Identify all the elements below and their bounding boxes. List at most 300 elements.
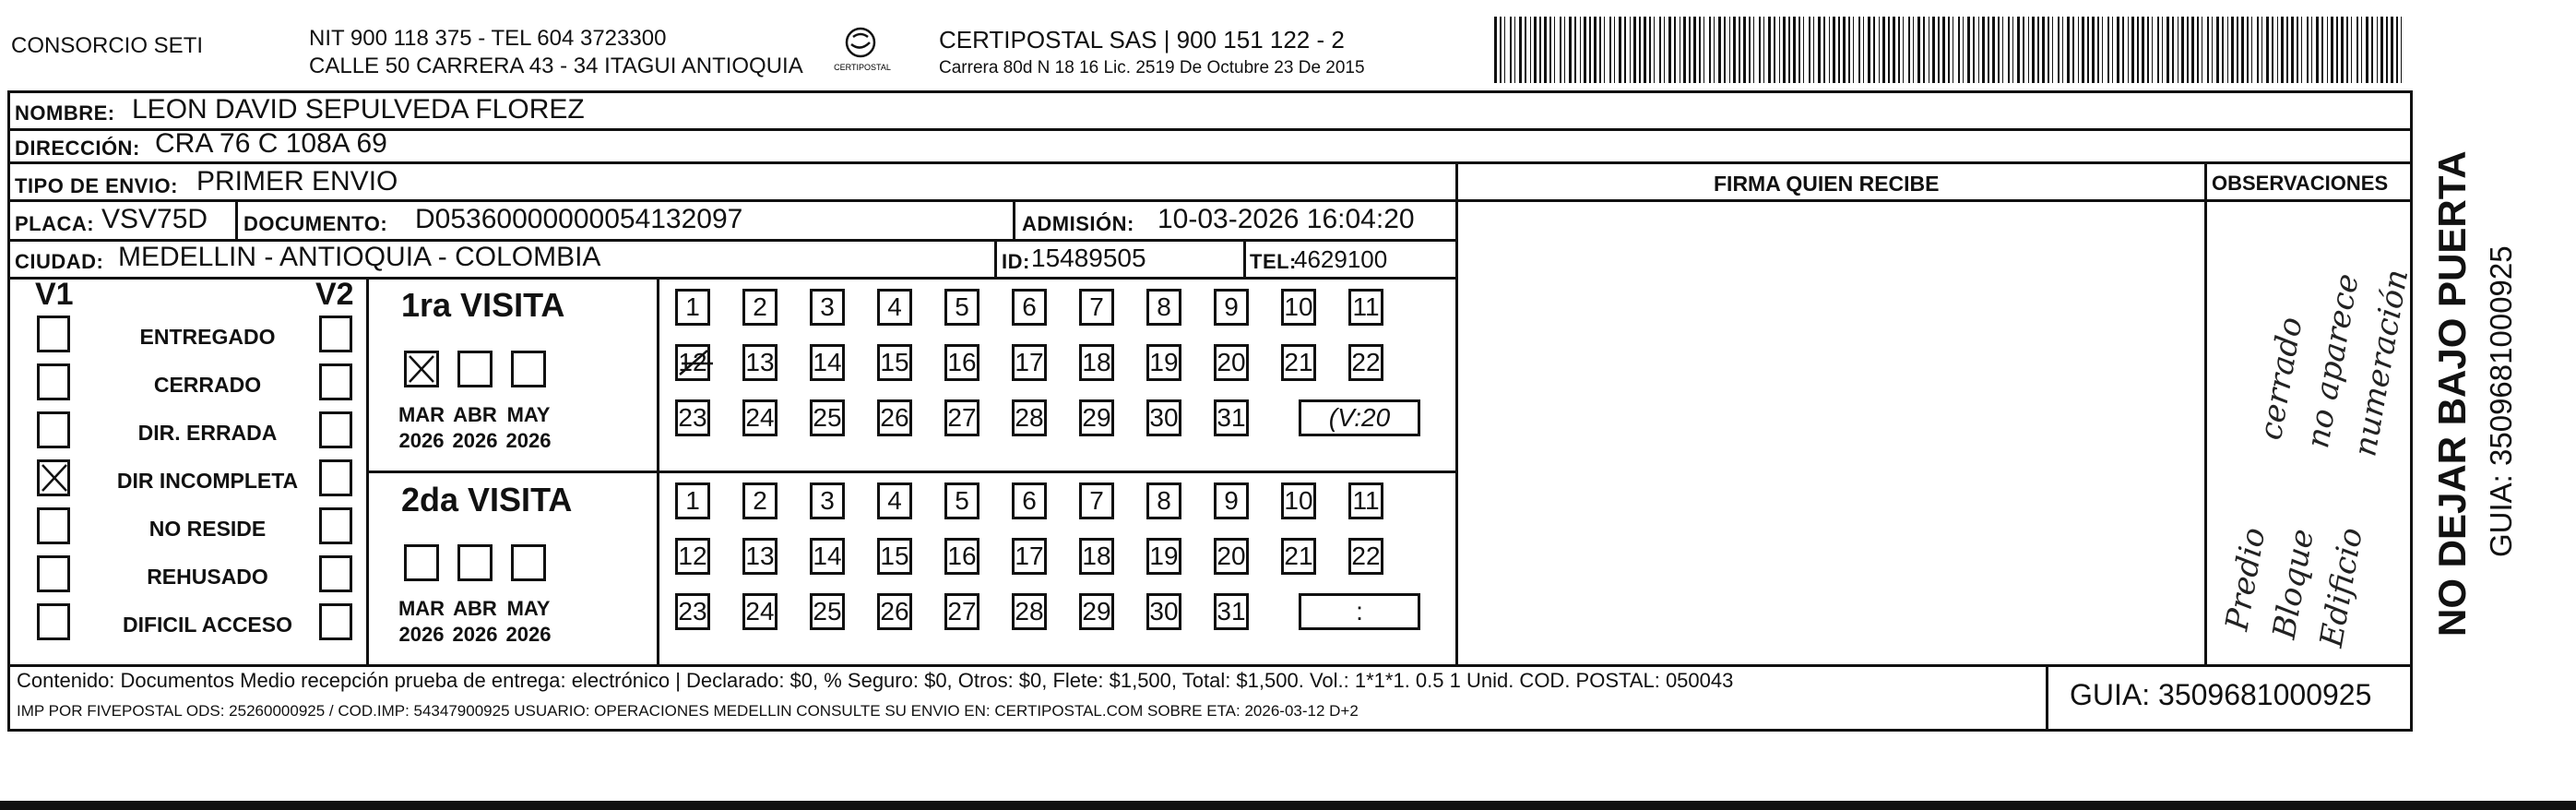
city-value: MEDELLIN - ANTIOQUIA - COLOMBIA — [118, 242, 601, 272]
day-box[interactable] — [742, 593, 778, 630]
v2-checkbox[interactable] — [319, 411, 352, 448]
day-box[interactable] — [675, 482, 710, 519]
month-checkbox[interactable] — [457, 351, 493, 387]
day-number: 24 — [745, 597, 775, 625]
barcode-bar — [2207, 17, 2209, 83]
v1-checkbox[interactable] — [37, 316, 70, 352]
barcode-bar — [2197, 17, 2199, 83]
v1-checkbox[interactable] — [37, 411, 70, 448]
license-line: Carrera 80d N 18 16 Lic. 2519 De Octubre 23 De 2015 — [939, 58, 1365, 77]
day-number: 17 — [1015, 348, 1044, 376]
month-checkbox[interactable] — [404, 544, 439, 581]
contents-line: Contenido: Documentos Medio recepción prueba de entrega: electrónico | Declarado: $0, % Seguro: $0, Otros: $0, Flete: $1,500, Total: $1,500. Vol.: 1*1*1. 0.5 1 Unid. COD. POSTAL: 050043 — [17, 669, 1734, 692]
month-checkbox[interactable] — [404, 351, 439, 387]
barcode-bar — [1504, 17, 1505, 83]
month-checkbox[interactable] — [511, 351, 546, 387]
barcode-bar — [2147, 17, 2149, 83]
day-box[interactable] — [1214, 399, 1249, 436]
day-box[interactable] — [877, 482, 912, 519]
day-number: 1 — [685, 486, 700, 515]
day-box[interactable] — [1348, 482, 1383, 519]
barcode-bar — [1749, 17, 1751, 83]
day-box[interactable] — [675, 593, 710, 630]
day-number: 18 — [1082, 542, 1111, 570]
day-box[interactable] — [1079, 593, 1114, 630]
v2-checkbox[interactable] — [319, 603, 352, 640]
day-number: 24 — [745, 403, 775, 432]
barcode-bar — [1848, 17, 1850, 83]
barcode-bar — [1809, 17, 1810, 83]
day-box[interactable] — [1146, 344, 1181, 381]
id-label: ID: — [1002, 250, 1030, 273]
barcode-bar — [1903, 17, 1904, 83]
barcode-bar — [2142, 17, 2144, 83]
barcode-bar — [2002, 17, 2003, 83]
certipostal-line: CERTIPOSTAL SAS | 900 151 122 - 2 — [939, 26, 1345, 54]
day-box[interactable] — [1281, 482, 1316, 519]
day-number: 25 — [813, 403, 842, 432]
day-box[interactable] — [1281, 344, 1316, 381]
day-number: 31 — [1217, 597, 1246, 625]
barcode-bar — [1589, 17, 1591, 83]
barcode-bar — [1838, 17, 1840, 83]
barcode-bar — [2331, 17, 2333, 83]
shipment-type: PRIMER ENVIO — [196, 166, 398, 197]
v1-checkbox[interactable] — [37, 507, 70, 544]
barcode-bar — [1973, 17, 1975, 83]
tel-label: TEL: — [1250, 250, 1297, 273]
barcode-bar — [1873, 17, 1875, 83]
city-label: CIUDAD: — [15, 250, 104, 273]
barcode-bar — [1774, 17, 1775, 83]
day-box[interactable] — [675, 344, 710, 381]
barcode-bar — [2321, 17, 2323, 83]
barcode-bar — [2216, 17, 2219, 83]
day-box[interactable] — [675, 399, 710, 436]
day-box[interactable] — [877, 289, 912, 326]
day-box[interactable] — [742, 344, 778, 381]
day-box[interactable] — [675, 289, 710, 326]
barcode-bar — [1683, 17, 1686, 83]
day-box[interactable] — [877, 593, 912, 630]
day-box[interactable] — [742, 399, 778, 436]
barcode-bar — [2137, 17, 2139, 83]
day-number: 29 — [1082, 597, 1111, 625]
status-label: DIR INCOMPLETA — [116, 469, 299, 493]
barcode-bar — [1733, 17, 1736, 83]
barcode-bar — [2307, 17, 2309, 83]
day-number: 20 — [1217, 348, 1246, 376]
day-box[interactable] — [1079, 482, 1114, 519]
barcode-bar — [1938, 17, 1940, 83]
day-box[interactable] — [1348, 289, 1383, 326]
barcode-bar — [1917, 17, 1920, 83]
month-label: ABR — [453, 403, 497, 426]
barcode-bar — [2316, 17, 2319, 83]
barcode-bar — [1519, 17, 1522, 83]
admission-value: 10-03-2026 16:04:20 — [1157, 204, 1415, 234]
barcode-bar — [2277, 17, 2278, 83]
v1-checkbox[interactable] — [37, 459, 70, 496]
day-number: 30 — [1149, 403, 1179, 432]
barcode-bar — [2107, 17, 2109, 83]
barcode-bar — [1868, 17, 1870, 83]
barcode-bar — [1604, 17, 1605, 83]
barcode-bar — [2361, 17, 2362, 83]
day-box[interactable] — [944, 593, 979, 630]
barcode-bar — [2366, 17, 2368, 83]
v2-checkbox[interactable] — [319, 555, 352, 592]
barcode-bar — [1739, 17, 1740, 83]
day-box[interactable] — [877, 344, 912, 381]
year-label: 2026 — [452, 623, 498, 646]
barcode-bar — [1879, 17, 1880, 83]
id-value: 15489505 — [1031, 244, 1146, 272]
day-box[interactable] — [1012, 399, 1047, 436]
v2-checkbox[interactable] — [319, 316, 352, 352]
day-box[interactable] — [742, 482, 778, 519]
day-box[interactable] — [810, 482, 845, 519]
barcode-bar — [2017, 17, 2020, 83]
barcode-bar — [1659, 17, 1661, 83]
barcode-bar — [2371, 17, 2373, 83]
day-box[interactable] — [1146, 482, 1181, 519]
barcode-bar — [1923, 17, 1925, 83]
day-box[interactable] — [944, 482, 979, 519]
day-box[interactable] — [1214, 593, 1249, 630]
day-box[interactable] — [1214, 482, 1249, 519]
day-number: 28 — [1015, 403, 1044, 432]
day-number: 28 — [1015, 597, 1044, 625]
day-number: 7 — [1089, 292, 1104, 321]
barcode-bar — [2028, 17, 2029, 83]
status-label: REHUSADO — [147, 565, 268, 589]
observations-handwriting — [2210, 198, 2409, 660]
first-visit-title: 1ra VISITA — [401, 286, 565, 324]
barcode-bar — [1967, 17, 1970, 83]
second-visit-time-box[interactable]: : — [1299, 593, 1420, 630]
barcode-bar — [1514, 17, 1515, 83]
barcode-bar — [2386, 17, 2388, 83]
barcode-bar — [2301, 17, 2302, 83]
day-number: 19 — [1149, 542, 1179, 570]
day-box[interactable] — [1012, 344, 1047, 381]
day-box[interactable] — [1079, 538, 1114, 575]
day-number: 3 — [820, 292, 835, 321]
barcode-bar — [2237, 17, 2238, 83]
month-checkbox[interactable] — [457, 544, 493, 581]
day-number: 15 — [880, 348, 909, 376]
barcode-bar — [1978, 17, 1979, 83]
barcode-bar — [2356, 17, 2358, 83]
barcode-bar — [2241, 17, 2244, 83]
barcode-bar — [1609, 17, 1611, 83]
day-box[interactable] — [877, 399, 912, 436]
day-box[interactable] — [1012, 482, 1047, 519]
barcode-bar — [1584, 17, 1586, 83]
day-box[interactable] — [944, 289, 979, 326]
barcode-bar — [1898, 17, 1900, 83]
day-box[interactable] — [1281, 289, 1316, 326]
barcode-bar — [2187, 17, 2189, 83]
shipment-label: TIPO DE ENVIO: — [15, 174, 178, 197]
barcode-bar — [1594, 17, 1597, 83]
svg-text:Predio: Predio — [2218, 524, 2273, 634]
barcode-bar — [1668, 17, 1671, 83]
day-number: 27 — [947, 597, 977, 625]
barcode-bar — [1664, 17, 1665, 83]
page-edge — [0, 801, 2576, 810]
barcode-bar — [1494, 17, 1497, 83]
barcode-bar — [2087, 17, 2089, 83]
barcode-bar — [1882, 17, 1885, 83]
barcode-bar — [1709, 17, 1711, 83]
plate-label: PLACA: — [15, 212, 95, 235]
v1-checkbox[interactable] — [37, 555, 70, 592]
barcode-bar — [1544, 17, 1547, 83]
v1-header: V1 — [35, 277, 74, 312]
barcode-bar — [1510, 17, 1512, 83]
barcode-bar — [2172, 17, 2174, 83]
barcode-bar — [1703, 17, 1704, 83]
barcode-bar — [2152, 17, 2153, 83]
first-visit-time-box[interactable]: (V:20 — [1299, 399, 1420, 436]
day-number: 4 — [887, 486, 902, 515]
barcode-bar — [2092, 17, 2095, 83]
day-box[interactable] — [1146, 538, 1181, 575]
barcode-bar — [2062, 17, 2063, 83]
day-box[interactable] — [810, 538, 845, 575]
day-box[interactable] — [742, 538, 778, 575]
barcode-bar — [1963, 17, 1964, 83]
barcode-bar — [2122, 17, 2124, 83]
barcode-bar — [2281, 17, 2284, 83]
barcode-bar — [2291, 17, 2294, 83]
barcode-bar — [2341, 17, 2344, 83]
day-box[interactable] — [1214, 344, 1249, 381]
v1-checkbox[interactable] — [37, 363, 70, 400]
day-number: 21 — [1284, 542, 1313, 570]
barcode-bar — [1674, 17, 1676, 83]
nit-line: NIT 900 118 375 - TEL 604 3723300 — [309, 26, 667, 51]
barcode-bar — [2102, 17, 2103, 83]
day-number: 9 — [1224, 486, 1239, 515]
barcode-bar — [1714, 17, 1715, 83]
status-label: DIFICIL ACCESO — [122, 613, 292, 637]
day-number: 23 — [678, 597, 707, 625]
admission-label: ADMISIÓN: — [1022, 212, 1134, 235]
barcode-bar — [1818, 17, 1821, 83]
barcode-bar — [1564, 17, 1565, 83]
day-number: 31 — [1217, 403, 1246, 432]
barcode-bar — [2191, 17, 2194, 83]
barcode-bar — [1829, 17, 1830, 83]
barcode-bar — [1753, 17, 1754, 83]
barcode-bar — [2097, 17, 2099, 83]
barcode-bar — [1580, 17, 1581, 83]
v2-checkbox[interactable] — [319, 363, 352, 400]
day-number: 17 — [1015, 542, 1044, 570]
day-number: 14 — [813, 542, 842, 570]
day-box[interactable] — [675, 538, 710, 575]
barcode-bar — [2272, 17, 2273, 83]
barcode-bar — [1779, 17, 1780, 83]
barcode-bar — [2008, 17, 2010, 83]
address-line: CALLE 50 CARRERA 43 - 34 ITAGUI ANTIOQUIA — [309, 54, 803, 78]
day-box[interactable] — [1012, 289, 1047, 326]
second-visit-title: 2da VISITA — [401, 481, 573, 518]
day-number: 5 — [955, 292, 969, 321]
day-box[interactable] — [1348, 344, 1383, 381]
barcode-bar — [1649, 17, 1651, 83]
barcode-bar — [2067, 17, 2070, 83]
barcode-bar — [1644, 17, 1646, 83]
day-box[interactable] — [1146, 399, 1181, 436]
day-box[interactable] — [944, 344, 979, 381]
barcode-bar — [2117, 17, 2119, 83]
v2-checkbox[interactable] — [319, 507, 352, 544]
day-box[interactable] — [1214, 538, 1249, 575]
barcode-bar — [2023, 17, 2024, 83]
day-box[interactable] — [810, 399, 845, 436]
barcode-bar — [1693, 17, 1696, 83]
month-checkbox[interactable] — [511, 544, 546, 581]
barcode-bar — [1958, 17, 1960, 83]
barcode-bar — [2227, 17, 2228, 83]
barcode-bar — [2181, 17, 2184, 83]
barcode-bar — [2037, 17, 2039, 83]
day-box[interactable] — [1348, 538, 1383, 575]
barcode-bar — [1998, 17, 2000, 83]
barcode-bar — [2222, 17, 2224, 83]
svg-text:no aparece: no aparece — [2299, 270, 2367, 451]
barcode-bar — [1942, 17, 1945, 83]
day-box[interactable] — [1079, 344, 1114, 381]
barcode-bar — [2311, 17, 2312, 83]
day-box[interactable] — [1012, 593, 1047, 630]
barcode-bar — [1843, 17, 1846, 83]
barcode-bar — [2032, 17, 2035, 83]
svg-text:CERTIPOSTAL: CERTIPOSTAL — [834, 63, 891, 72]
barcode-bar — [1893, 17, 1895, 83]
day-number: 18 — [1082, 348, 1111, 376]
day-box[interactable] — [1281, 538, 1316, 575]
status-label: DIR. ERRADA — [137, 421, 278, 445]
barcode-bar — [1729, 17, 1730, 83]
barcode-bar — [1913, 17, 1914, 83]
barcode-bar — [1724, 17, 1726, 83]
day-box[interactable] — [944, 538, 979, 575]
day-number: 25 — [813, 597, 842, 625]
no-under-door-warning: NO DEJAR BAJO PUERTA — [2430, 150, 2474, 637]
day-number: 22 — [1351, 348, 1381, 376]
day-box[interactable] — [1079, 399, 1114, 436]
barcode-bar — [2401, 17, 2402, 83]
svg-text:Bloque: Bloque — [2265, 526, 2321, 642]
v2-header: V2 — [315, 277, 354, 312]
month-label: MAY — [506, 403, 551, 426]
status-label: NO RESIDE — [148, 517, 267, 541]
barcode-bar — [2336, 17, 2338, 83]
status-label: CERRADO — [153, 373, 262, 397]
barcode-bar — [1525, 17, 1526, 83]
year-label: 2026 — [505, 429, 552, 452]
barcode-bar — [2257, 17, 2259, 83]
day-number: 22 — [1351, 542, 1381, 570]
barcode-bar — [2128, 17, 2129, 83]
name-label: NOMBRE: — [15, 101, 115, 125]
barcode-bar — [1630, 17, 1631, 83]
barcode-bar — [1574, 17, 1576, 83]
day-number: 2 — [753, 292, 767, 321]
day-box[interactable] — [877, 538, 912, 575]
barcode-bar — [2297, 17, 2298, 83]
day-box[interactable] — [810, 289, 845, 326]
barcode-bar — [1932, 17, 1935, 83]
barcode-bar — [2261, 17, 2262, 83]
barcode-bar — [2042, 17, 2045, 83]
barcode-bar — [1988, 17, 1989, 83]
day-box[interactable] — [1012, 538, 1047, 575]
barcode-bar — [1833, 17, 1835, 83]
barcode-bar — [2012, 17, 2013, 83]
day-number: 11 — [1352, 292, 1380, 321]
day-number: 13 — [745, 348, 775, 376]
barcode-bar — [2058, 17, 2060, 83]
day-box[interactable] — [810, 344, 845, 381]
plate-value: VSV75D — [101, 204, 208, 234]
barcode-bar — [2052, 17, 2053, 83]
barcode-bar — [1788, 17, 1790, 83]
certipostal-logo — [825, 26, 899, 77]
footer-guide: GUIA: 3509681000925 — [2070, 678, 2372, 711]
barcode-bar — [1500, 17, 1502, 83]
month-label: ABR — [453, 597, 497, 620]
day-number: 29 — [1082, 403, 1111, 432]
day-number: 5 — [955, 486, 969, 515]
day-box[interactable] — [810, 593, 845, 630]
barcode-bar — [2231, 17, 2234, 83]
v1-checkbox[interactable] — [37, 603, 70, 640]
barcode-bar — [2396, 17, 2398, 83]
barcode — [1494, 17, 2407, 83]
day-number: 14 — [813, 348, 842, 376]
barcode-bar — [2380, 17, 2383, 83]
day-box[interactable] — [944, 399, 979, 436]
barcode-bar — [1534, 17, 1537, 83]
barcode-bar — [2157, 17, 2159, 83]
day-box[interactable] — [1146, 593, 1181, 630]
day-box[interactable] — [1079, 289, 1114, 326]
recipient-address: CRA 76 C 108A 69 — [155, 128, 387, 159]
barcode-bar — [1768, 17, 1771, 83]
day-box[interactable] — [1146, 289, 1181, 326]
month-label: MAY — [506, 597, 551, 620]
day-number: 10 — [1284, 486, 1313, 515]
v2-checkbox[interactable] — [319, 459, 352, 496]
document-label: DOCUMENTO: — [243, 212, 388, 235]
day-number: 1 — [685, 292, 700, 321]
day-box[interactable] — [1214, 289, 1249, 326]
barcode-bar — [1619, 17, 1621, 83]
day-number: 23 — [678, 403, 707, 432]
day-box[interactable] — [742, 289, 778, 326]
barcode-bar — [1639, 17, 1641, 83]
day-number: 3 — [820, 486, 835, 515]
barcode-bar — [1853, 17, 1854, 83]
day-number: 10 — [1284, 292, 1313, 321]
svg-text:cerrado: cerrado — [2251, 314, 2310, 443]
